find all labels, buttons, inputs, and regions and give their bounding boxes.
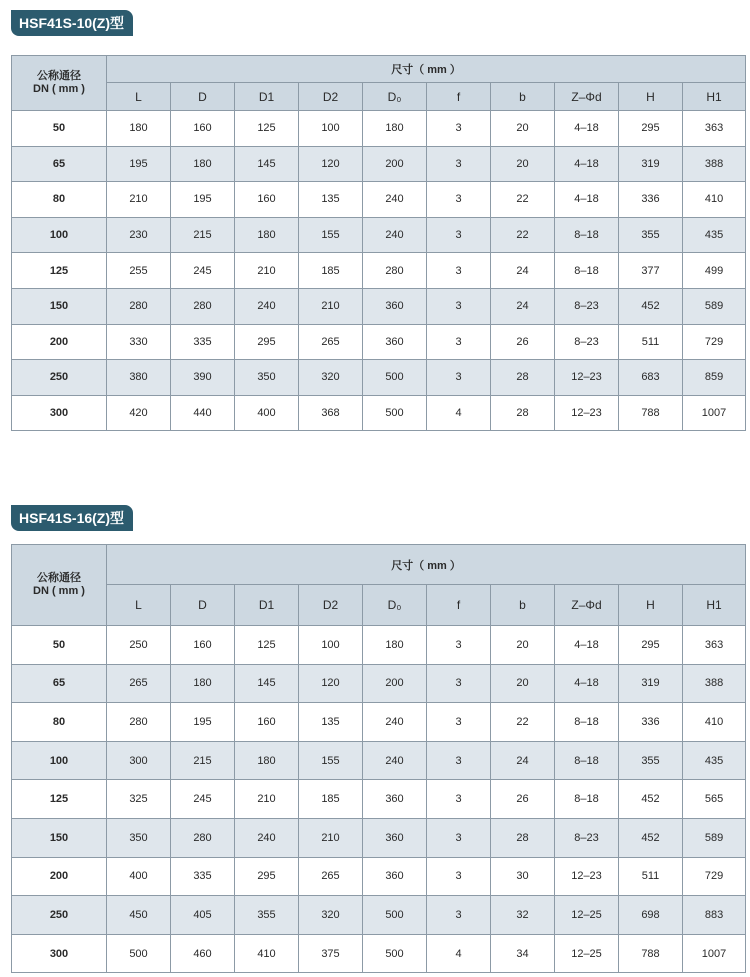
table-cell: 215 [171,741,235,780]
table-row [12,626,746,665]
table-row [12,217,746,253]
table-cell: 135 [299,182,363,218]
table-row [12,360,746,396]
table-cell: 265 [107,664,171,703]
table-row [12,664,746,703]
table-cell: 360 [363,780,427,819]
table-cell: 210 [299,288,363,324]
table-row [12,111,746,147]
table-cell: 3 [427,217,491,253]
table-cell: 565 [683,780,746,819]
table-cell: 360 [363,857,427,896]
table-cell: 125 [235,111,299,147]
table-cell: 452 [619,818,683,857]
dn-header-line-2: DN ( mm ) [33,83,85,95]
table-cell: 230 [107,217,171,253]
table-cell: 3 [427,780,491,819]
table-cell: 511 [619,857,683,896]
table-cell: 355 [235,896,299,935]
table-cell: 500 [363,360,427,396]
table-cell: 440 [171,395,235,431]
table-cell: 195 [171,182,235,218]
table-cell: 500 [363,896,427,935]
table-cell: 1007 [683,395,746,431]
dn-cell: 250 [12,360,107,396]
table-cell: 210 [107,182,171,218]
col-header: D1 [235,585,299,626]
dn-cell: 65 [12,146,107,182]
table-cell: 240 [363,182,427,218]
table-cell: 30 [491,857,555,896]
table-cell: 3 [427,626,491,665]
dn-cell: 150 [12,818,107,857]
table-cell: 295 [619,111,683,147]
table-cell: 589 [683,288,746,324]
col-header: L [107,83,171,111]
table-cell: 22 [491,703,555,742]
table-cell: 28 [491,360,555,396]
table-cell: 410 [683,703,746,742]
table-cell: 4–18 [555,111,619,147]
table-cell: 160 [171,111,235,147]
table-cell: 3 [427,182,491,218]
table-cell: 24 [491,253,555,289]
table-cell: 8–18 [555,741,619,780]
table-cell: 12–23 [555,360,619,396]
table-cell: 3 [427,896,491,935]
col-header: D2 [299,585,363,626]
table-row [12,818,746,857]
col-header: D₀ [363,585,427,626]
table-cell: 180 [363,626,427,665]
col-header: D [171,83,235,111]
table-cell: 380 [107,360,171,396]
table-cell: 24 [491,741,555,780]
col-header: D2 [299,83,363,111]
table-cell: 20 [491,664,555,703]
table-cell: 410 [235,934,299,973]
table-row [12,780,746,819]
table-cell: 511 [619,324,683,360]
table-cell: 400 [107,857,171,896]
dn-header-line-2: DN ( mm ) [33,585,85,597]
table-cell: 4 [427,934,491,973]
table-cell: 355 [619,217,683,253]
dn-cell: 80 [12,703,107,742]
table-cell: 280 [171,288,235,324]
table-cell: 20 [491,111,555,147]
table-cell: 3 [427,146,491,182]
table-cell: 180 [171,664,235,703]
table-cell: 180 [235,741,299,780]
table-cell: 320 [299,360,363,396]
dn-cell: 50 [12,111,107,147]
table-cell: 729 [683,324,746,360]
dn-cell: 80 [12,182,107,218]
col-header: H1 [683,585,746,626]
dn-cell: 50 [12,626,107,665]
dn-cell: 300 [12,395,107,431]
table-cell: 145 [235,146,299,182]
table-cell: 3 [427,324,491,360]
table-cell: 180 [171,146,235,182]
dn-header-line-1: 公称通径 [37,572,81,584]
table-cell: 245 [171,253,235,289]
table-cell: 160 [235,182,299,218]
table-cell: 240 [235,288,299,324]
table-cell: 500 [363,395,427,431]
table-cell: 8–23 [555,288,619,324]
dn-cell: 65 [12,664,107,703]
table-cell: 280 [107,288,171,324]
table-cell: 100 [299,626,363,665]
col-header: H1 [683,83,746,111]
table-cell: 589 [683,818,746,857]
table-cell: 155 [299,217,363,253]
dimension-group-header: 尺寸（ mm ） [107,56,746,83]
table-cell: 185 [299,780,363,819]
table-row [12,741,746,780]
table-cell: 195 [171,703,235,742]
table-cell: 295 [619,626,683,665]
dn-cell: 200 [12,857,107,896]
table-cell: 8–18 [555,253,619,289]
table-row [12,934,746,973]
table-cell: 12–23 [555,857,619,896]
table-cell: 210 [235,780,299,819]
table-cell: 4–18 [555,146,619,182]
col-header: b [491,83,555,111]
table-row [12,182,746,218]
table-cell: 240 [363,741,427,780]
table-cell: 160 [171,626,235,665]
table-cell: 135 [299,703,363,742]
table-cell: 883 [683,896,746,935]
table-cell: 195 [107,146,171,182]
table-cell: 452 [619,288,683,324]
table-cell: 22 [491,217,555,253]
table-cell: 155 [299,741,363,780]
table-cell: 410 [683,182,746,218]
table-cell: 280 [171,818,235,857]
table-row [12,146,746,182]
table-cell: 3 [427,857,491,896]
table-cell: 34 [491,934,555,973]
table-cell: 240 [235,818,299,857]
table-cell: 400 [235,395,299,431]
table-row [12,288,746,324]
table-cell: 320 [299,896,363,935]
col-header: L [107,585,171,626]
table-row [12,857,746,896]
table-cell: 125 [235,626,299,665]
table-cell: 280 [107,703,171,742]
table-cell: 26 [491,324,555,360]
table-cell: 335 [171,857,235,896]
table-cell: 12–23 [555,395,619,431]
dn-cell: 100 [12,217,107,253]
table-cell: 698 [619,896,683,935]
table-cell: 180 [363,111,427,147]
col-header: b [491,585,555,626]
table-cell: 4–18 [555,182,619,218]
table-cell: 20 [491,626,555,665]
table-row [12,253,746,289]
col-header: D [171,585,235,626]
table-cell: 4 [427,395,491,431]
table-cell: 200 [363,664,427,703]
table-cell: 360 [363,324,427,360]
table-cell: 120 [299,664,363,703]
table-cell: 240 [363,703,427,742]
table-cell: 180 [235,217,299,253]
col-header: D₀ [363,83,427,111]
table-cell: 3 [427,818,491,857]
table-cell: 8–23 [555,324,619,360]
table-cell: 12–25 [555,896,619,935]
table-title-2: HSF41S-16(Z)型 [11,505,133,531]
table-cell: 788 [619,934,683,973]
table-cell: 435 [683,217,746,253]
table-cell: 375 [299,934,363,973]
table-cell: 325 [107,780,171,819]
table-cell: 363 [683,111,746,147]
table-cell: 1007 [683,934,746,973]
table-cell: 452 [619,780,683,819]
table-cell: 8–18 [555,703,619,742]
column-header-row [12,585,746,626]
table-cell: 8–23 [555,818,619,857]
table-cell: 145 [235,664,299,703]
spec-table-2 [11,544,746,973]
dimension-group-header: 尺寸（ mm ） [107,545,746,585]
dn-header-line-1: 公称通径 [37,70,81,82]
table-cell: 180 [107,111,171,147]
table-cell: 363 [683,626,746,665]
table-cell: 4–18 [555,664,619,703]
table-cell: 28 [491,818,555,857]
table-cell: 330 [107,324,171,360]
table-row [12,324,746,360]
table-cell: 3 [427,253,491,289]
table-cell: 295 [235,324,299,360]
col-header: H [619,585,683,626]
dn-cell: 150 [12,288,107,324]
table-cell: 185 [299,253,363,289]
table-cell: 280 [363,253,427,289]
table-cell: 8–18 [555,217,619,253]
table-cell: 500 [107,934,171,973]
dn-cell: 125 [12,780,107,819]
table-cell: 368 [299,395,363,431]
table-cell: 355 [619,741,683,780]
table-cell: 336 [619,703,683,742]
table-cell: 335 [171,324,235,360]
table-cell: 500 [363,934,427,973]
table-cell: 245 [171,780,235,819]
table-cell: 120 [299,146,363,182]
col-header: f [427,585,491,626]
col-header: Z–Φd [555,83,619,111]
table-cell: 160 [235,703,299,742]
table-cell: 388 [683,664,746,703]
table-cell: 20 [491,146,555,182]
table-cell: 265 [299,324,363,360]
dn-cell: 125 [12,253,107,289]
table-cell: 3 [427,741,491,780]
table-cell: 405 [171,896,235,935]
column-header-row [12,83,746,111]
table-cell: 265 [299,857,363,896]
table-cell: 499 [683,253,746,289]
table-cell: 3 [427,288,491,324]
spec-table-1 [11,55,746,431]
table-cell: 24 [491,288,555,324]
dn-header [12,545,107,626]
table-cell: 388 [683,146,746,182]
col-header: D1 [235,83,299,111]
table-cell: 3 [427,664,491,703]
table-cell: 3 [427,111,491,147]
table-cell: 215 [171,217,235,253]
table-cell: 336 [619,182,683,218]
dn-cell: 300 [12,934,107,973]
table-cell: 12–25 [555,934,619,973]
table-cell: 240 [363,217,427,253]
table-cell: 32 [491,896,555,935]
table-cell: 360 [363,818,427,857]
table-cell: 683 [619,360,683,396]
table-cell: 350 [107,818,171,857]
table-cell: 319 [619,664,683,703]
table-cell: 788 [619,395,683,431]
table-cell: 859 [683,360,746,396]
table-cell: 450 [107,896,171,935]
dn-cell: 100 [12,741,107,780]
dn-cell: 250 [12,896,107,935]
table-cell: 26 [491,780,555,819]
table-cell: 250 [107,626,171,665]
table-cell: 255 [107,253,171,289]
table-cell: 28 [491,395,555,431]
table-cell: 4–18 [555,626,619,665]
table-row [12,703,746,742]
table-cell: 200 [363,146,427,182]
col-header: Z–Φd [555,585,619,626]
table-cell: 295 [235,857,299,896]
table-cell: 729 [683,857,746,896]
table-row [12,896,746,935]
dn-header [12,56,107,111]
table-cell: 420 [107,395,171,431]
table-cell: 100 [299,111,363,147]
table-title-1: HSF41S-10(Z)型 [11,10,133,36]
table-cell: 210 [235,253,299,289]
col-header: f [427,83,491,111]
table-cell: 22 [491,182,555,218]
col-header: H [619,83,683,111]
table-cell: 3 [427,703,491,742]
table-cell: 210 [299,818,363,857]
table-cell: 390 [171,360,235,396]
table-cell: 319 [619,146,683,182]
table-cell: 360 [363,288,427,324]
table-cell: 8–18 [555,780,619,819]
dn-cell: 200 [12,324,107,360]
table-row [12,395,746,431]
table-cell: 350 [235,360,299,396]
table-cell: 3 [427,360,491,396]
table-cell: 435 [683,741,746,780]
table-cell: 300 [107,741,171,780]
table-cell: 460 [171,934,235,973]
table-cell: 377 [619,253,683,289]
